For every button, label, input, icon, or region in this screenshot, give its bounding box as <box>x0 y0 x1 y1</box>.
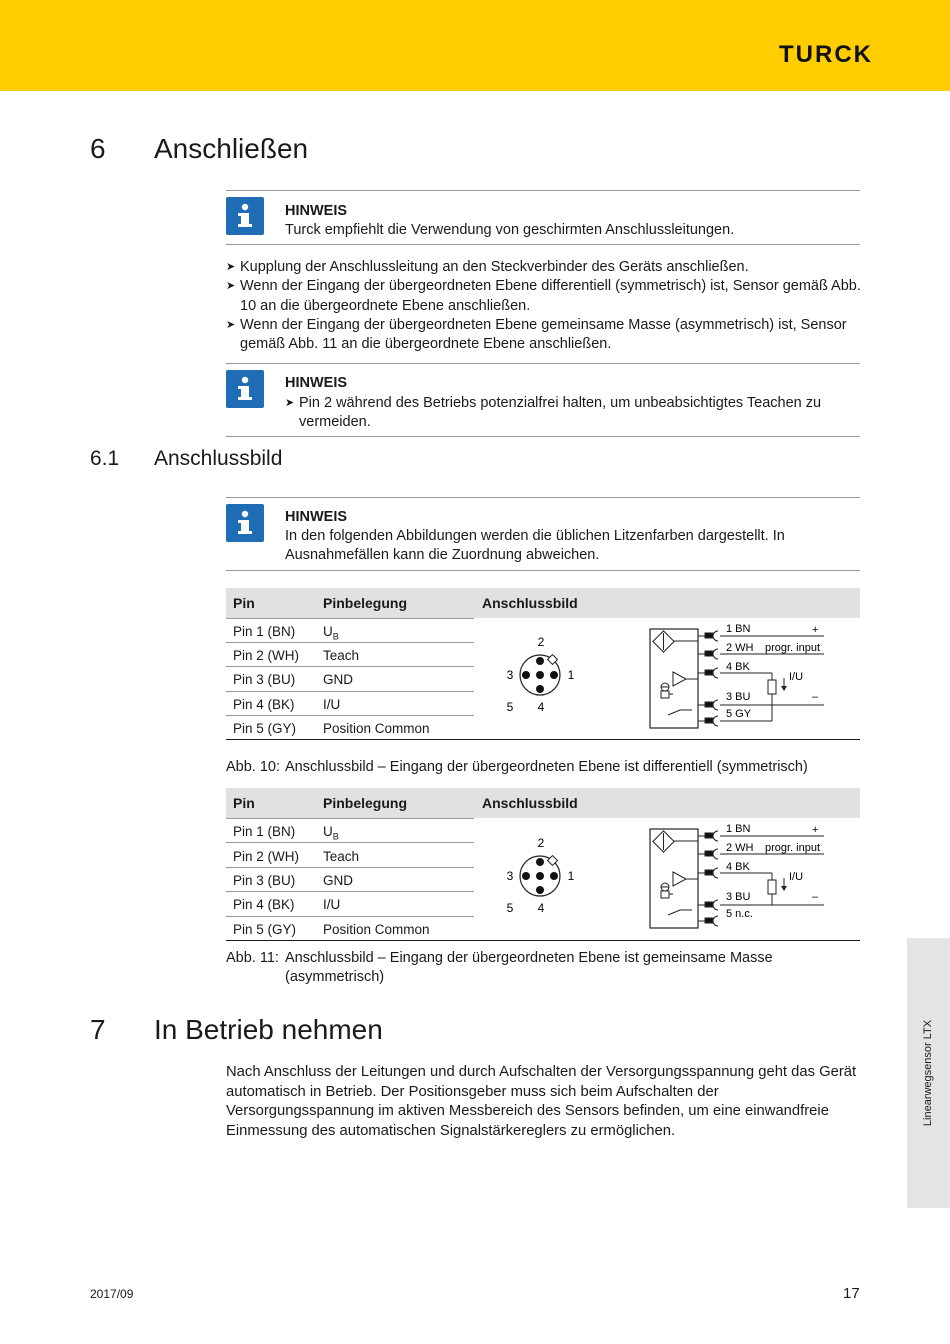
table-cell-pin: Pin 4 (BK) <box>233 697 295 712</box>
wire-label: 2 WH <box>726 642 754 654</box>
column-header-pin: Pin <box>233 595 255 611</box>
info-icon <box>226 197 264 235</box>
table-cell-assignment: Teach <box>323 648 360 663</box>
wire-label: 1 BN <box>726 623 751 635</box>
column-header-diagram: Anschlussbild <box>482 795 578 811</box>
output-label: I/U <box>789 671 804 683</box>
caption-text: Anschlussbild – Eingang der übergeordneten Ebene ist differentiell (symmetrisch) <box>285 759 808 775</box>
supply-minus-label: – <box>812 691 819 703</box>
wire-label: 3 BU <box>726 891 751 903</box>
assignment-text: U <box>323 624 333 639</box>
supply-plus-label: + <box>812 824 819 836</box>
teach-input-label: progr. input <box>765 642 821 654</box>
pin-label: 3 <box>506 869 514 883</box>
row-divider <box>226 642 474 643</box>
note-title: HINWEIS <box>285 375 348 391</box>
list-item <box>226 316 866 355</box>
table-cell-pin: Pin 1 (BN) <box>233 824 296 839</box>
connector-pinout-diagram <box>495 831 585 921</box>
assignment-subscript: B <box>332 631 339 642</box>
row-divider <box>226 891 474 892</box>
pin-label: 5 <box>506 901 514 915</box>
wire-label: 1 BN <box>726 823 751 835</box>
supply-minus-label: – <box>812 891 819 903</box>
column-header-pin: Pin <box>233 795 255 811</box>
supply-plus-label: + <box>812 624 819 636</box>
page-number: 17 <box>843 1285 860 1302</box>
section-number: 6 <box>90 133 106 164</box>
brand-logo <box>738 44 914 64</box>
table-bottom-rule <box>226 940 860 941</box>
column-header-assignment: Pinbelegung <box>323 795 407 811</box>
info-icon <box>226 370 264 408</box>
wiring-diagram <box>648 620 830 732</box>
divider <box>226 497 860 498</box>
wire-label: 4 BK <box>726 861 750 873</box>
note-text <box>285 394 845 432</box>
table-bottom-rule <box>226 739 860 740</box>
caption-text: Anschlussbild – Eingang der übergeordneten Ebene ist gemeinsame Masse (asymmetrisch) <box>285 950 773 985</box>
wire-label: 4 BK <box>726 661 750 673</box>
arrow-icon: ➤ <box>226 261 236 273</box>
table-cell-pin: Pin 2 (WH) <box>233 648 300 663</box>
table-cell-pin: Pin 1 (BN) <box>233 624 296 639</box>
row-divider <box>226 916 474 917</box>
section-title: In Betrieb nehmen <box>154 1014 383 1045</box>
connector-pinout-diagram <box>495 630 585 720</box>
row-divider <box>226 842 474 843</box>
divider <box>226 244 860 245</box>
note-text: Turck empfiehlt die Verwendung von geschirmten Anschlussleitungen. <box>285 222 735 238</box>
wire-label: 5 GY <box>726 708 752 720</box>
divider <box>226 570 860 571</box>
row-divider <box>226 867 474 868</box>
pin-label: 1 <box>567 869 575 883</box>
table-cell-pin: Pin 3 (BU) <box>233 873 296 888</box>
instruction-list <box>226 258 866 354</box>
list-item <box>226 277 866 316</box>
table-cell-assignment: GND <box>323 672 353 687</box>
pin-label: 4 <box>537 901 545 915</box>
section-title: Anschlussbild <box>154 447 283 470</box>
arrow-icon: ➤ <box>285 397 295 409</box>
section-number: 6.1 <box>90 447 120 470</box>
table-cell-assignment: Position Common <box>323 721 430 736</box>
note-title: HINWEIS <box>285 509 348 525</box>
table-cell-pin: Pin 2 (WH) <box>233 849 300 864</box>
info-icon <box>226 504 264 542</box>
table-header <box>226 788 860 818</box>
pin-label: 1 <box>567 668 575 682</box>
table-cell-assignment <box>323 824 339 842</box>
table-cell-assignment: Position Common <box>323 922 430 937</box>
table-cell-assignment <box>323 624 339 642</box>
pin-label: 5 <box>506 700 514 714</box>
table-cell-pin: Pin 4 (BK) <box>233 897 295 912</box>
column-header-assignment: Pinbelegung <box>323 595 407 611</box>
row-divider <box>226 691 474 692</box>
table-cell-assignment: GND <box>323 873 353 888</box>
section-number: 7 <box>90 1014 106 1045</box>
table-header <box>226 588 860 618</box>
table-cell-assignment: I/U <box>323 897 341 912</box>
row-divider <box>226 618 474 619</box>
wire-label: 2 WH <box>726 842 754 854</box>
side-tab-label: Linearwegsensor LTX <box>922 1019 934 1127</box>
note-text-content: Pin 2 während des Betriebs potenzialfrei halten, um unbeabsichtigtes Teachen zu vermeiden. <box>299 395 822 430</box>
pin-label: 3 <box>506 668 514 682</box>
pin-label: 2 <box>537 635 545 649</box>
wire-label: 5 n.c. <box>726 908 753 920</box>
caption-label: Abb. 11: <box>226 950 279 966</box>
table-cell-assignment: Teach <box>323 849 360 864</box>
wire-label: 3 BU <box>726 691 751 703</box>
table-cell-pin: Pin 3 (BU) <box>233 672 296 687</box>
brand-name: TURCK <box>779 44 873 64</box>
list-item <box>226 258 866 277</box>
row-divider <box>226 715 474 716</box>
divider <box>226 363 860 364</box>
section-body-text: Nach Anschluss der Leitungen und durch Aufschalten der Versorgungsspannung geht das Gerät automatisch in Betrieb. Der Positionsgeber muss sich beim Aufschalten der Versorgungsspannung im aktiven Messbereich des Sensors befinden, um eine einwandfreie Einmessung des automatischen Signalstärkereglers zu ermöglichen. <box>226 1064 857 1139</box>
teach-input-label: progr. input <box>765 842 821 854</box>
assignment-text: U <box>323 824 333 839</box>
list-item-text: Kupplung der Anschlussleitung an den Steckverbinder des Geräts anschließen. <box>240 259 749 275</box>
divider <box>226 190 860 191</box>
pin-label: 2 <box>537 836 545 850</box>
list-item-text: Wenn der Eingang der übergeordneten Ebene gemeinsame Masse (asymmetrisch) ist, Sensor gemäß Abb. 11 an die übergeordnete Ebene anschließen. <box>240 316 847 353</box>
arrow-icon: ➤ <box>226 318 236 331</box>
row-divider <box>226 666 474 667</box>
divider <box>226 436 860 437</box>
row-divider <box>226 818 474 819</box>
pin-label: 4 <box>537 700 545 714</box>
output-label: I/U <box>789 871 804 883</box>
caption-label: Abb. 10: <box>226 759 281 775</box>
column-header-diagram: Anschlussbild <box>482 595 578 611</box>
assignment-subscript: B <box>332 831 339 842</box>
note-title: HINWEIS <box>285 203 348 219</box>
table-cell-pin: Pin 5 (GY) <box>233 922 297 937</box>
table-cell-pin: Pin 5 (GY) <box>233 721 297 736</box>
footer-date: 2017/09 <box>90 1287 134 1301</box>
note-text: In den folgenden Abbildungen werden die üblichen Litzenfarben dargestellt. In Ausnahmefällen kann die Zuordnung abweichen. <box>285 528 785 563</box>
arrow-icon: ➤ <box>226 280 236 293</box>
wiring-diagram <box>648 820 830 932</box>
list-item-text: Wenn der Eingang der übergeordneten Ebene differentiell (symmetrisch) ist, Sensor gemäß Abb. 10 an die übergeordnete Ebene anschließen. <box>240 278 861 314</box>
table-cell-assignment: I/U <box>323 697 341 712</box>
section-title: Anschließen <box>154 133 309 164</box>
